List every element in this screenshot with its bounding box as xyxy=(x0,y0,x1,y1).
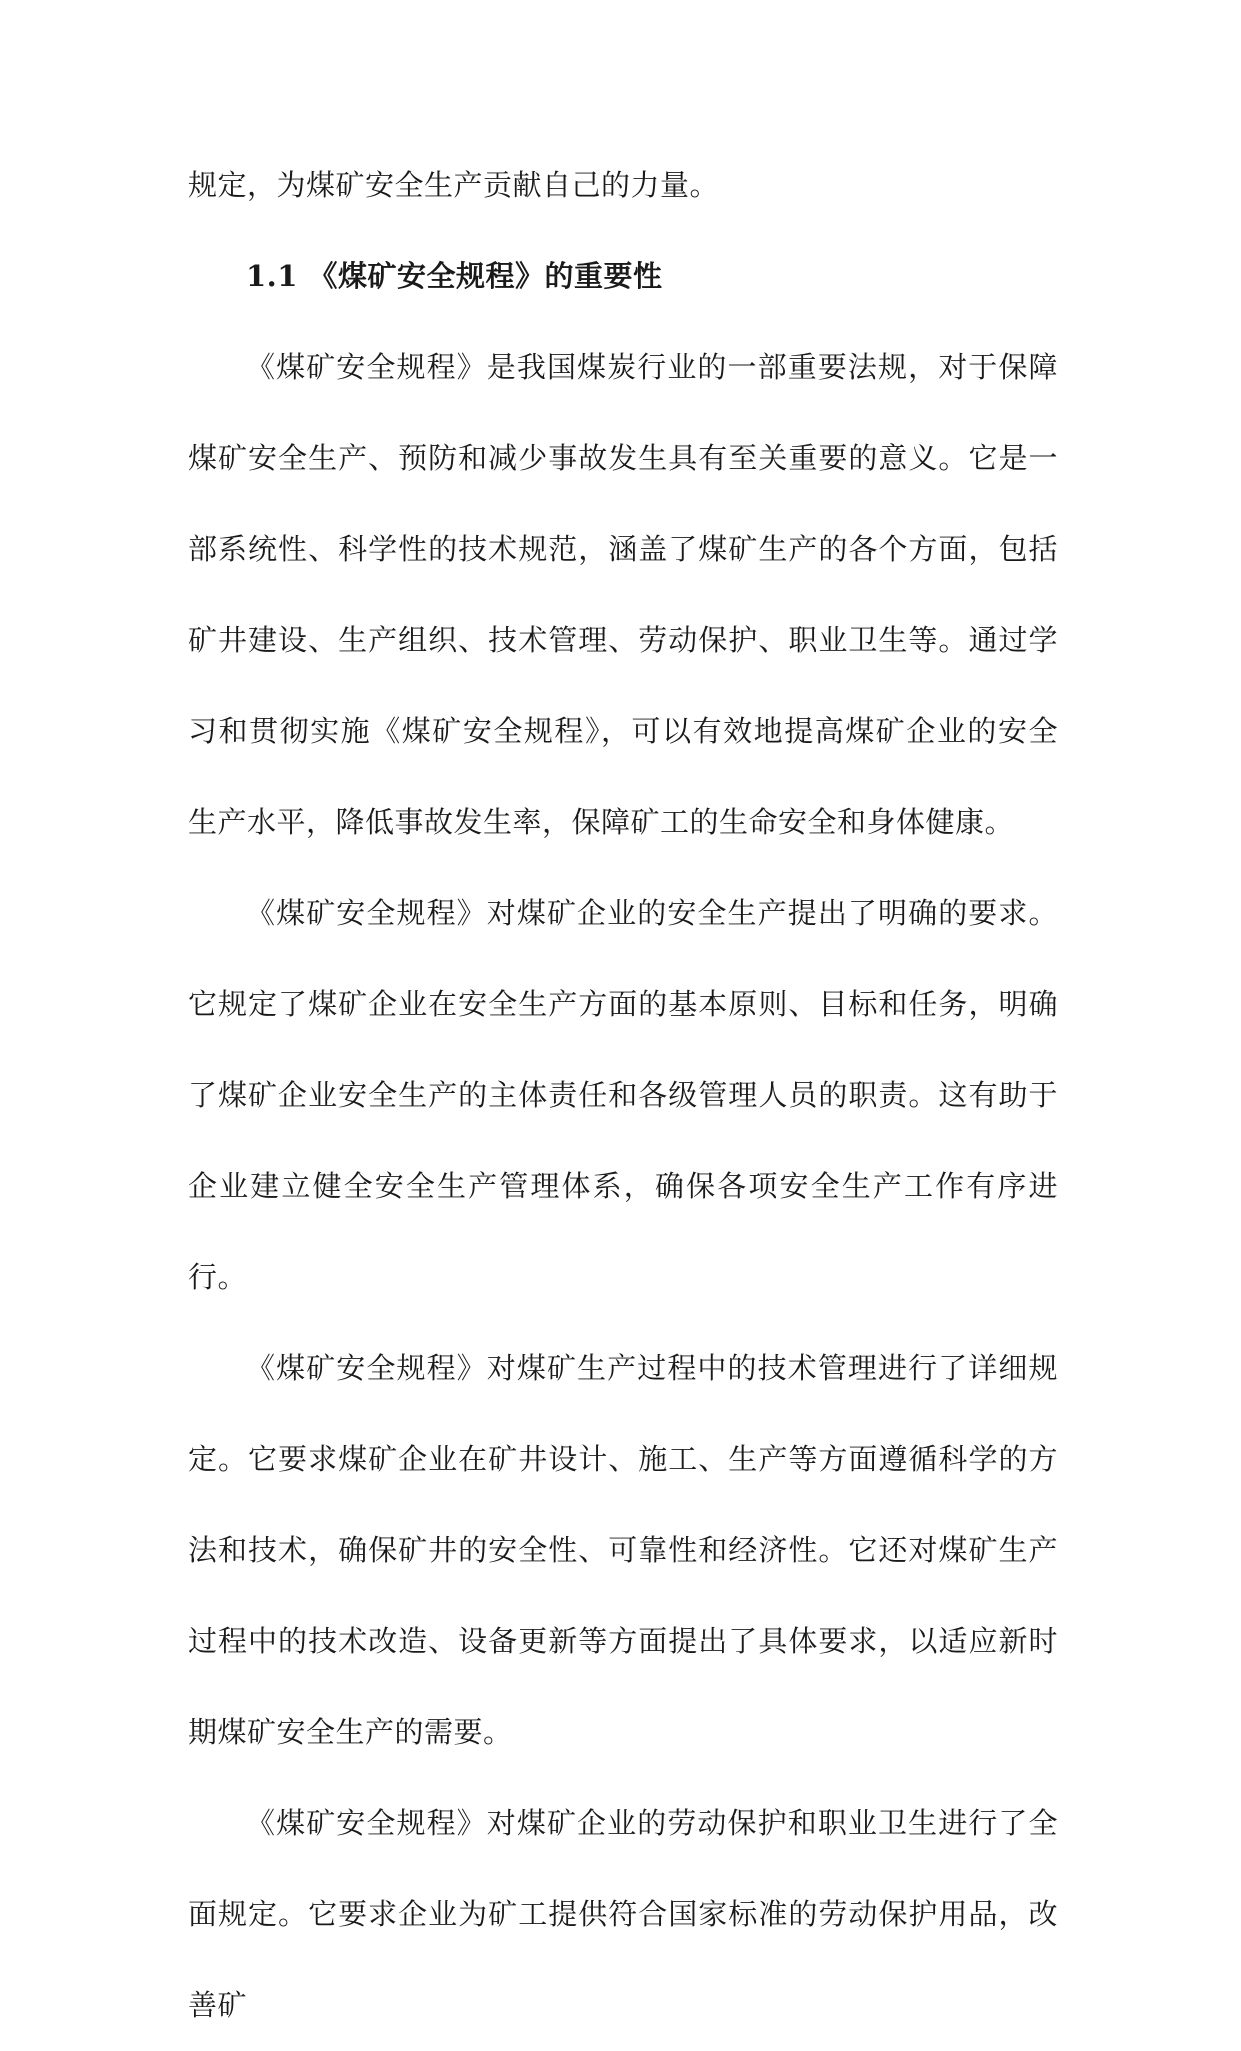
paragraph-requirements: 《煤矿安全规程》对煤矿企业的安全生产提出了明确的要求。它规定了煤矿企业在安全生产方面的基本原则、目标和任务，明确了煤矿企业安全生产的主体责任和各级管理人员的职责。这有助于企业建立健全安全生产管理体系，确保各项安全生产工作有序进行。 xyxy=(188,896,1058,1294)
paragraph-importance: 《煤矿安全规程》是我国煤炭行业的一部重要法规，对于保障煤矿安全生产、预防和减少事故发生具有至关重要的意义。它是一部系统性、科学性的技术规范，涵盖了煤矿生产的各个方面，包括矿井建设、生产组织、技术管理、劳动保护、职业卫生等。通过学习和贯彻实施《煤矿安全规程》，可以有效地提高煤矿企业的安全生产水平，降低事故发生率，保障矿工的生命安全和身体健康。 xyxy=(188,350,1058,839)
paragraph-continuation: 规定，为煤矿安全生产贡献自己的力量。 xyxy=(188,168,720,202)
section-heading: 1.1 《煤矿安全规程》的重要性 xyxy=(246,259,663,293)
paragraph-labor-protection: 《煤矿安全规程》对煤矿企业的劳动保护和职业卫生进行了全面规定。它要求企业为矿工提供符合国家标准的劳动保护用品，改善矿 xyxy=(188,1806,1058,2022)
paragraph-technical-management: 《煤矿安全规程》对煤矿生产过程中的技术管理进行了详细规定。它要求煤矿企业在矿井设计、施工、生产等方面遵循科学的方法和技术，确保矿井的安全性、可靠性和经济性。它还对煤矿生产过程中的技术改造、设备更新等方面提出了具体要求，以适应新时期煤矿安全生产的需要。 xyxy=(188,1351,1058,1749)
document-body xyxy=(188,140,1058,2051)
